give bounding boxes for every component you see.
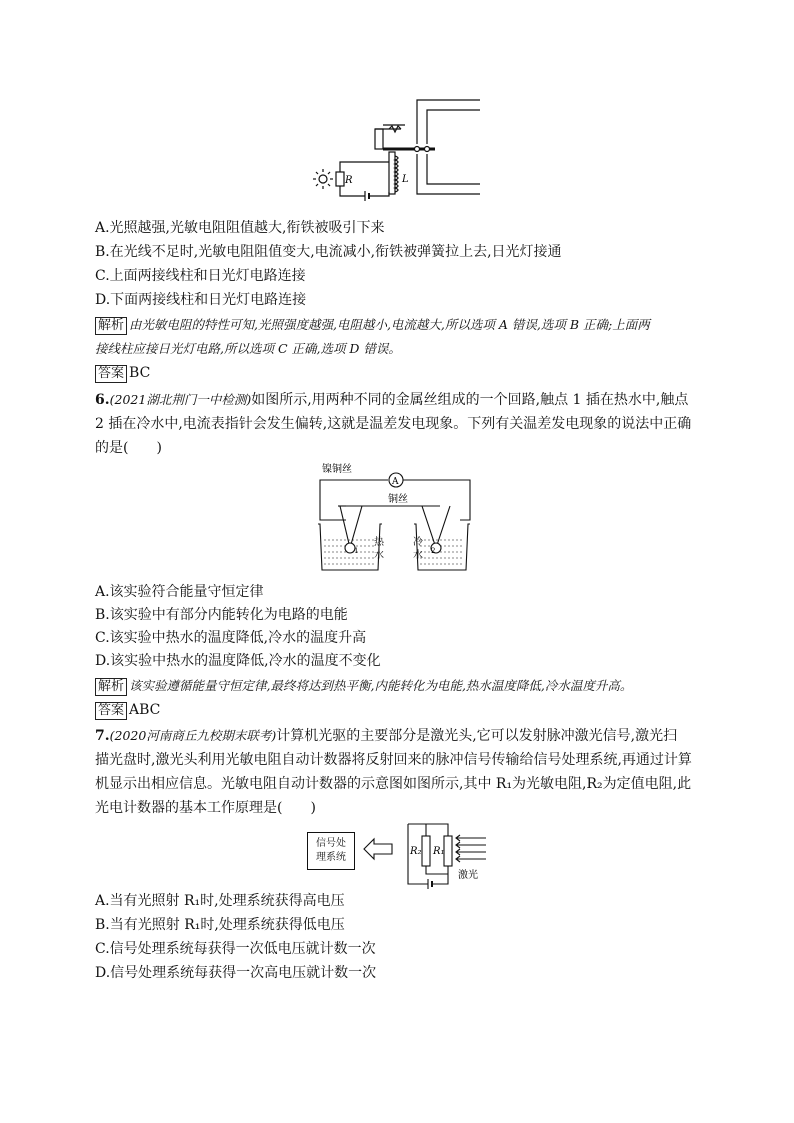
- q7-stem-line3: 机显示出相应信息。光敏电阻自动计数器的示意图如图所示,其中 R₁为光敏电阻,R₂为定值电阻,此: [95, 776, 692, 792]
- wire-bottom-label: 铜丝: [388, 494, 408, 505]
- q7-option-b: B.当有光照射 R₁时,处理系统获得低电压: [95, 917, 345, 933]
- thermocouple-figure: [310, 458, 490, 576]
- laser-label: 激光: [458, 870, 478, 881]
- q7-option-d: D.信号处理系统每获得一次高电压就计数一次: [95, 965, 377, 981]
- signal-system-box: 信号处 理系统: [307, 832, 355, 870]
- q6-option-c: C.该实验中热水的温度降低,冷水的温度升高: [95, 630, 367, 646]
- q5-option-c: C.上面两接线柱和日光灯电路连接: [95, 268, 306, 284]
- coil-label: L: [402, 174, 409, 185]
- explanation-tag: 解析: [95, 678, 127, 696]
- q5-answer: 答案 BC: [95, 363, 150, 383]
- q5-option-a: A.光照越强,光敏电阻阻值越大,衔铁被吸引下来: [95, 220, 385, 236]
- q6-stem-line1: 6.(2021湖北荆门一中检测)如图所示,用两种不同的金属丝组成的一个回路,触点 1 插在热水中,触点: [95, 392, 689, 408]
- q6-option-a: A.该实验符合能量守恒定律: [95, 584, 264, 600]
- contact-2-label: 2: [431, 547, 436, 555]
- answer-tag: 答案: [95, 702, 127, 720]
- contact-1-label: 1: [354, 547, 359, 555]
- q6-answer: 答案 ABC: [95, 700, 160, 720]
- resistor-label: R: [345, 175, 353, 186]
- hot-water-label: 热水: [374, 537, 384, 561]
- answer-tag: 答案: [95, 365, 127, 383]
- relay-circuit-figure: [305, 92, 485, 202]
- r2-label: R₂: [410, 846, 422, 857]
- q6-option-b: B.该实验中有部分内能转化为电路的电能: [95, 607, 348, 623]
- explanation-tag: 解析: [95, 317, 127, 335]
- ammeter-symbol: A: [392, 477, 399, 487]
- q6-explanation: 解析 该实验遵循能量守恒定律,最终将达到热平衡,内能转化为电能,热水温度降低,冷水温度升高。: [95, 676, 632, 696]
- q5-option-b: B.在光线不足时,光敏电阻阻值变大,电流减小,衔铁被弹簧拉上去,日光灯接通: [95, 244, 562, 260]
- cold-water-label: 冷水: [413, 537, 423, 561]
- q6-option-d: D.该实验中热水的温度降低,冷水的温度不变化: [95, 653, 381, 669]
- counter-circuit-figure: [360, 818, 500, 890]
- q7-option-a: A.当有光照射 R₁时,处理系统获得高电压: [95, 893, 345, 909]
- q7-option-c: C.信号处理系统每获得一次低电压就计数一次: [95, 941, 376, 957]
- r1-label: R₁: [433, 846, 445, 857]
- q5-explanation-line1: 解析 由光敏电阻的特性可知,光照强度越强,电阻越小,电流越大,所以选项 A 错误,选项 B 正确;上面两: [95, 315, 650, 335]
- q6-stem-line2: 2 插在冷水中,电流表指针会发生偏转,这就是温差发电现象。下列有关温差发电现象的说法中正确: [95, 416, 692, 432]
- q5-explanation-line2: 接线柱应接日光灯电路,所以选项 C 正确,选项 D 错误。: [95, 341, 401, 356]
- q7-stem-line2: 描光盘时,激光头利用光敏电阻自动计数器将反射回来的脉冲信号传输给信号处理系统,再通过计算: [95, 752, 692, 768]
- q5-option-d: D.下面两接线柱和日光灯电路连接: [95, 292, 307, 308]
- q6-stem-line3: 的是( ): [95, 440, 162, 456]
- wire-top-label: 镍铜丝: [322, 464, 352, 475]
- q7-stem-line1: 7.(2020河南商丘九校期末联考)计算机光驱的主要部分是激光头,它可以发射脉冲激光信号,激光扫: [95, 728, 678, 744]
- q7-stem-line4: 光电计数器的基本工作原理是( ): [95, 800, 316, 816]
